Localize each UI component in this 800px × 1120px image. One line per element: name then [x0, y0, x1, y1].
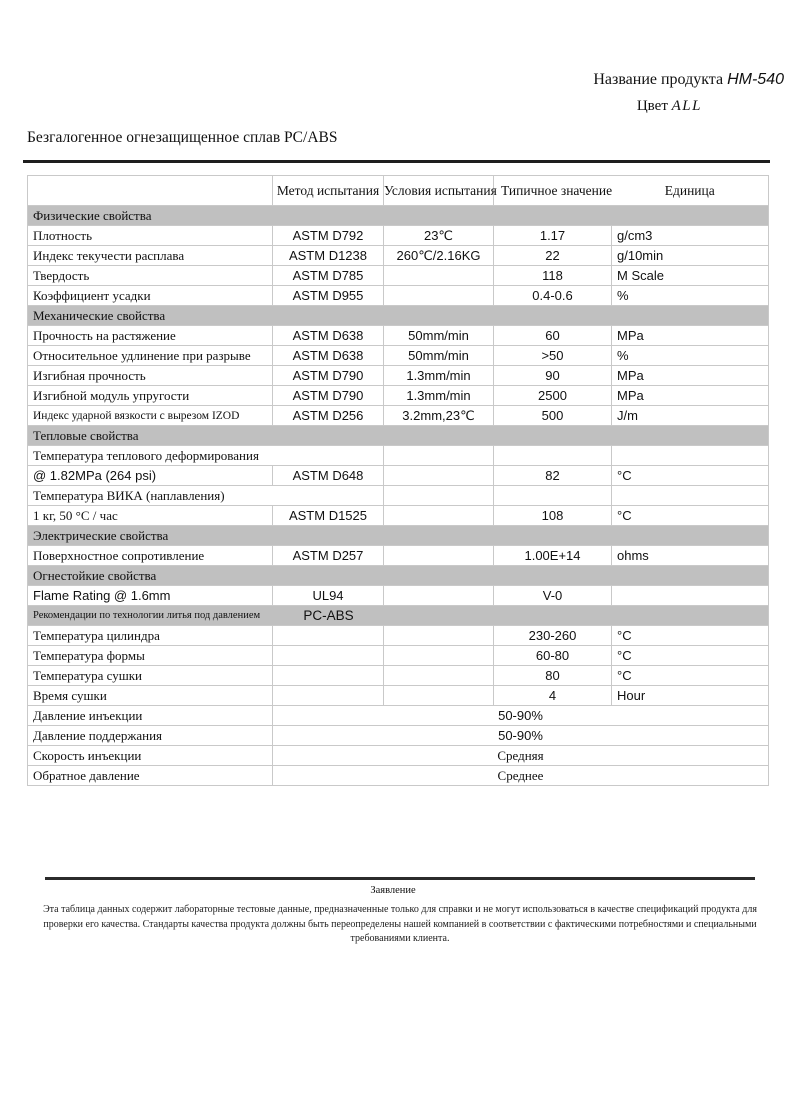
- recommend-row: [28, 606, 769, 626]
- header-unit: Единица: [612, 176, 769, 206]
- cell-conditions: [384, 466, 494, 486]
- data-row: [28, 366, 769, 386]
- cell-property: Температура цилиндра: [28, 626, 273, 646]
- cell-property: Обратное давление: [28, 766, 273, 786]
- cell-unit: %: [612, 346, 769, 366]
- cell-method: [273, 446, 384, 466]
- section-label: Механические свойства: [28, 306, 769, 326]
- cell-conditions: [384, 646, 494, 666]
- cell-value: 118: [494, 266, 612, 286]
- data-row: [28, 506, 769, 526]
- data-row: [28, 226, 769, 246]
- cell-value: 500: [494, 406, 612, 426]
- top-rule: [23, 160, 770, 163]
- color-line: [637, 98, 702, 115]
- cell-value: 4: [494, 686, 612, 706]
- cell-unit: °C: [612, 666, 769, 686]
- cell-method: ASTM D648: [273, 466, 384, 486]
- cell-unit: °C: [612, 506, 769, 526]
- cell-unit: [612, 586, 769, 606]
- data-row: [28, 286, 769, 306]
- data-row: [28, 246, 769, 266]
- cell-method: ASTM D790: [273, 386, 384, 406]
- cell-conditions: [384, 686, 494, 706]
- data-row: [28, 626, 769, 646]
- cell-property: Изгибная прочность: [28, 366, 273, 386]
- cell-value: 230-260: [494, 626, 612, 646]
- cell-conditions: 50mm/min: [384, 326, 494, 346]
- cell-method: ASTM D792: [273, 226, 384, 246]
- cell-method: [273, 626, 384, 646]
- data-row: [28, 406, 769, 426]
- cell-property: Прочность на растяжение: [28, 326, 273, 346]
- cell-conditions: 1.3mm/min: [384, 366, 494, 386]
- cell-conditions: [384, 266, 494, 286]
- cell-property: Плотность: [28, 226, 273, 246]
- cell-property: Время сушки: [28, 686, 273, 706]
- disclaimer-text: Эта таблица данных содержит лабораторные тестовые данные, предназначенные только для справки и не могут использоваться в качестве спецификаций продукта для проверки его качества. Стандарты качества продукта должны быть переопределены нашей компанией в соответствии с фактическими потребностями и специальными требованиями клиента.: [43, 904, 757, 944]
- cell-method: ASTM D257: [273, 546, 384, 566]
- cell-unit: M Scale: [612, 266, 769, 286]
- cell-property: Flame Rating @ 1.6mm: [28, 586, 273, 606]
- cell-method: ASTM D1238: [273, 246, 384, 266]
- span-row: [28, 726, 769, 746]
- section-row: [28, 426, 769, 446]
- statement-title: Заявление: [370, 885, 416, 896]
- material-subtitle: Безгалогенное огнезащищенное сплав PC/ABS: [27, 129, 338, 146]
- cell-value: 90: [494, 366, 612, 386]
- spec-table-grid: [27, 175, 769, 786]
- cell-method: ASTM D256: [273, 406, 384, 426]
- cell-unit: °C: [612, 646, 769, 666]
- cell-method: [273, 646, 384, 666]
- cell-unit: [612, 446, 769, 466]
- cell-conditions: [384, 446, 494, 466]
- cell-method: ASTM D790: [273, 366, 384, 386]
- cell-property: Коэффициент усадки: [28, 286, 273, 306]
- product-name: HM-540: [727, 71, 784, 88]
- section-label: Огнестойкие свойства: [28, 566, 769, 586]
- cell-method: ASTM D1525: [273, 506, 384, 526]
- footer-rule: [45, 877, 755, 880]
- cell-method: ASTM D638: [273, 326, 384, 346]
- cell-value: [494, 446, 612, 466]
- cell-conditions: [384, 486, 494, 506]
- data-row: [28, 346, 769, 366]
- cell-conditions: [384, 506, 494, 526]
- cell-unit: g/cm3: [612, 226, 769, 246]
- cell-value: 1.17: [494, 226, 612, 246]
- cell-property: Твердость: [28, 266, 273, 286]
- cell-method: ASTM D638: [273, 346, 384, 366]
- data-row: [28, 386, 769, 406]
- cell-unit: MPa: [612, 326, 769, 346]
- header-method: Метод испытания: [273, 176, 384, 206]
- cell-unit: %: [612, 286, 769, 306]
- cell-unit: MPa: [612, 366, 769, 386]
- color-label: Цвет: [636, 98, 668, 114]
- cell-method: [273, 666, 384, 686]
- section-row: [28, 566, 769, 586]
- cell-value: 2500: [494, 386, 612, 406]
- cell-property: Температура теплового деформирования: [28, 446, 273, 466]
- cell-value: 60-80: [494, 646, 612, 666]
- spec-table-body: [28, 176, 769, 786]
- cell-property: @ 1.82MPa (264 psi): [28, 466, 273, 486]
- cell-value: 60: [494, 326, 612, 346]
- recommend-cell: [28, 606, 769, 626]
- cell-property: Скорость инъекции: [28, 746, 273, 766]
- span-row: [28, 746, 769, 766]
- data-row: [28, 546, 769, 566]
- cell-value: 1.00E+14: [494, 546, 612, 566]
- cell-span-value: 50-90%: [273, 726, 769, 746]
- cell-unit: MPa: [612, 386, 769, 406]
- product-title: [593, 71, 784, 89]
- cell-method: ASTM D785: [273, 266, 384, 286]
- cell-unit: [612, 486, 769, 506]
- spec-table: [27, 175, 769, 786]
- cell-method: ASTM D955: [273, 286, 384, 306]
- cell-property: 1 кг, 50 °C / час: [28, 506, 273, 526]
- cell-conditions: 1.3mm/min: [384, 386, 494, 406]
- cell-property: Давление инъекции: [28, 706, 273, 726]
- cell-span-value: Среднее: [273, 766, 769, 786]
- span-row: [28, 706, 769, 726]
- cell-conditions: 23℃: [384, 226, 494, 246]
- section-label: Физические свойства: [28, 206, 769, 226]
- recommend-material: PC-ABS: [303, 608, 354, 623]
- table-header-row: [28, 176, 769, 206]
- cell-property: Поверхностное сопротивление: [28, 546, 273, 566]
- header-property: [28, 176, 273, 206]
- section-row: [28, 206, 769, 226]
- cell-value: V-0: [494, 586, 612, 606]
- cell-unit: Hour: [612, 686, 769, 706]
- cell-unit: °C: [612, 466, 769, 486]
- cell-conditions: [384, 666, 494, 686]
- cell-value: [494, 486, 612, 506]
- cell-method: UL94: [273, 586, 384, 606]
- cell-value: 22: [494, 246, 612, 266]
- cell-value: 108: [494, 506, 612, 526]
- color-value: ALL: [671, 98, 702, 114]
- cell-conditions: 50mm/min: [384, 346, 494, 366]
- cell-unit: °C: [612, 626, 769, 646]
- section-label: Тепловые свойства: [28, 426, 769, 446]
- namerow-row: [28, 486, 769, 506]
- cell-property: Температура формы: [28, 646, 273, 666]
- cell-property: Давление поддержания: [28, 726, 273, 746]
- data-row: [28, 666, 769, 686]
- cell-property: Индекс ударной вязкости с вырезом IZOD: [28, 406, 273, 426]
- data-row: [28, 266, 769, 286]
- namerow-row: [28, 446, 769, 466]
- recommend-label: Рекомендации по технологии литья под давлением: [33, 610, 261, 621]
- section-row: [28, 306, 769, 326]
- cell-conditions: [384, 286, 494, 306]
- cell-conditions: 260℃/2.16KG: [384, 246, 494, 266]
- cell-unit: J/m: [612, 406, 769, 426]
- header-conditions: Условия испытания: [384, 176, 494, 206]
- data-row: [28, 686, 769, 706]
- cell-property: Температура сушки: [28, 666, 273, 686]
- data-row: [28, 646, 769, 666]
- cell-value: 82: [494, 466, 612, 486]
- cell-value: 80: [494, 666, 612, 686]
- cell-property: Изгибной модуль упругости: [28, 386, 273, 406]
- cell-conditions: [384, 626, 494, 646]
- cell-span-value: 50-90%: [273, 706, 769, 726]
- cell-property: Индекс текучести расплава: [28, 246, 273, 266]
- section-row: [28, 526, 769, 546]
- section-label: Электрические свойства: [28, 526, 769, 546]
- product-label: Название продукта: [593, 71, 724, 88]
- cell-value: 0.4-0.6: [494, 286, 612, 306]
- data-row: [28, 466, 769, 486]
- cell-unit: ohms: [612, 546, 769, 566]
- data-row: [28, 326, 769, 346]
- cell-conditions: [384, 586, 494, 606]
- cell-conditions: [384, 546, 494, 566]
- span-row: [28, 766, 769, 786]
- cell-conditions: 3.2mm,23℃: [384, 406, 494, 426]
- cell-property: Температура ВИКА (наплавления): [28, 486, 273, 506]
- cell-method: [273, 686, 384, 706]
- cell-property: Относительное удлинение при разрыве: [28, 346, 273, 366]
- data-row: [28, 586, 769, 606]
- cell-value: >50: [494, 346, 612, 366]
- header-typical-value: Типичное значение: [494, 176, 612, 206]
- cell-unit: g/10min: [612, 246, 769, 266]
- cell-method: [273, 486, 384, 506]
- cell-span-value: Средняя: [273, 746, 769, 766]
